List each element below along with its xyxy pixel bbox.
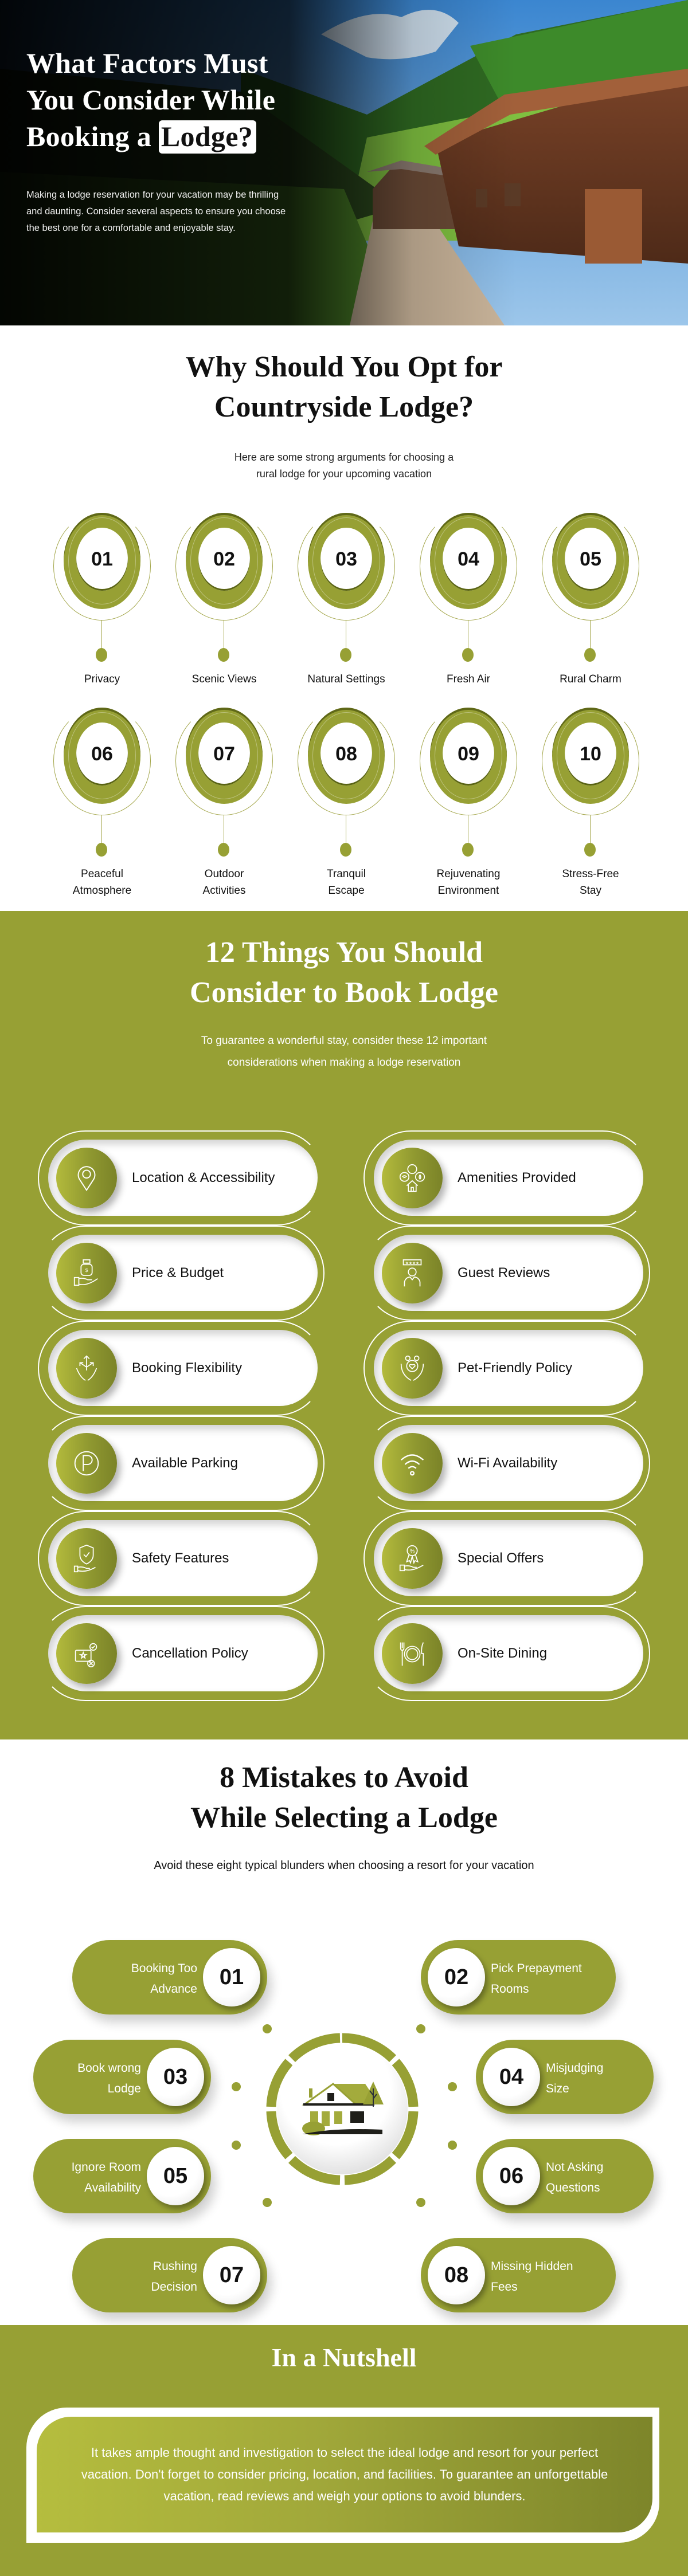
label-line: Activities: [202, 885, 246, 897]
nutshell-title: In a Nutshell: [271, 2343, 417, 2372]
why-item-label: Rural Charm: [560, 673, 621, 685]
mistake-text: [88, 2256, 197, 2298]
pill-card: [374, 1520, 643, 1596]
why-item-rejuvenating-environment: [411, 706, 526, 901]
mistake-item-06: [476, 2139, 654, 2213]
mistake-item-08: [421, 2238, 616, 2312]
pill-label: Wi-Fi Availability: [458, 1455, 558, 1471]
number-badge: 10: [565, 722, 616, 786]
mistake-text-line: Missing Hidden: [491, 2260, 573, 2273]
why-row-1: [0, 512, 688, 706]
pill-card: [48, 1330, 318, 1406]
hero-title-line: What Factors Must: [26, 47, 268, 79]
pill-card: [48, 1520, 318, 1596]
amenities-icon: [382, 1148, 443, 1208]
guest-review-icon: [382, 1243, 443, 1303]
twelve-things-section: [0, 911, 688, 1739]
mistake-text-line: Rushing: [153, 2260, 197, 2273]
pill-label: Location & Accessibility: [132, 1169, 275, 1185]
connector-dot: [340, 648, 351, 662]
why-countryside-section: [0, 325, 688, 911]
nutshell-frame: [26, 2408, 659, 2543]
connector-dot: [462, 648, 474, 662]
number-badge: 01: [76, 528, 128, 591]
mistake-number: 06: [483, 2147, 540, 2205]
number-badge: 06: [76, 722, 128, 786]
mistake-number: 07: [203, 2246, 260, 2304]
things-subtitle-line: To guarantee a wonderful stay, consider these 12 important: [201, 1035, 487, 1047]
hero-description: Making a lodge reservation for your vacation may be thrilling and daunting. Consider several aspects to ensure you choose the best one for a comfortable and enjoyable stay.: [26, 190, 286, 233]
nutshell-box: [37, 2417, 652, 2532]
shield-hand-icon: [56, 1528, 117, 1589]
pill-label: Price & Budget: [132, 1265, 224, 1281]
hero-content: [26, 45, 347, 237]
why-title: [0, 325, 688, 427]
why-item-label: [167, 866, 282, 899]
connector-dot: [462, 843, 474, 857]
things-title-line: 12 Things You Should: [205, 936, 483, 969]
mistake-text-line: Book wrong: [77, 2061, 141, 2075]
label-line: Outdoor: [204, 868, 244, 880]
mistakes-title-line: 8 Mistakes to Avoid: [220, 1761, 468, 1794]
consideration-wifi: [363, 1416, 663, 1511]
why-item-rural-charm: [533, 512, 648, 706]
pill-card: [374, 1425, 643, 1501]
pill-label: Pet-Friendly Policy: [458, 1360, 573, 1376]
hero-title-line: You Consider While: [26, 84, 276, 116]
pill-label: Guest Reviews: [458, 1265, 550, 1281]
mistake-text-line: Fees: [491, 2280, 518, 2294]
label-line: Stay: [579, 885, 602, 897]
why-item-label: [533, 866, 648, 899]
mistake-text-line: Size: [546, 2082, 569, 2095]
why-item-peaceful-atmosphere: [45, 706, 159, 901]
label-line: Atmosphere: [72, 885, 132, 897]
mistake-text-line: Advance: [150, 1982, 197, 1996]
number-badge: 07: [198, 722, 250, 786]
why-item-label: Fresh Air: [446, 673, 491, 685]
mistake-text-line: Decision: [151, 2280, 197, 2294]
decorative-dot: [416, 2198, 425, 2207]
consideration-cancellation: [38, 1606, 337, 1701]
flexible-arrows-hands-icon: [56, 1338, 117, 1399]
mistake-item-04: [476, 2040, 654, 2114]
number-badge: 02: [198, 528, 250, 591]
pill-card: [374, 1235, 643, 1311]
why-row-2: [0, 706, 688, 901]
svg-text:★★★★: ★★★★: [405, 1261, 420, 1266]
mistake-text: [88, 1958, 197, 2000]
mistake-text: [32, 2058, 141, 2099]
label-line: Peaceful: [81, 868, 123, 880]
label-line: Stress-Free: [562, 868, 619, 880]
mistake-number: 04: [483, 2048, 540, 2106]
mistake-text-line: Misjudging: [546, 2061, 604, 2075]
why-title-line: Why Should You Opt for: [185, 351, 503, 383]
why-item-tranquil-escape: [289, 706, 404, 901]
why-item-label: Natural Settings: [307, 673, 385, 685]
connector-line: [101, 815, 102, 845]
label-line: Tranquil: [327, 868, 366, 880]
why-item-label: [289, 866, 404, 899]
svg-text:$: $: [85, 1267, 88, 1273]
mistake-text-line: Lodge: [107, 2082, 141, 2095]
connector-dot: [218, 648, 229, 662]
connector-line: [590, 815, 591, 845]
pet-hands-icon: [382, 1338, 443, 1399]
consideration-booking-flexibility: [38, 1321, 337, 1416]
pill-card: [48, 1235, 318, 1311]
consideration-location: [38, 1130, 337, 1226]
decorative-dot: [448, 2082, 457, 2091]
why-item-privacy: [45, 512, 159, 706]
mistake-text-line: Rooms: [491, 1982, 529, 1996]
pill-card: [374, 1615, 643, 1691]
why-item-stress-free-stay: [533, 706, 648, 901]
wifi-icon: [382, 1433, 443, 1494]
mistake-item-03: [33, 2040, 211, 2114]
connector-dot: [96, 648, 107, 662]
mistake-number: 05: [147, 2147, 204, 2205]
consideration-dining: [363, 1606, 663, 1701]
nutshell-section: [0, 2325, 688, 2576]
pill-label: Available Parking: [132, 1455, 239, 1471]
mistake-text-line: Availability: [84, 2181, 141, 2194]
mistake-number: 01: [203, 1948, 260, 2006]
consideration-parking: [38, 1416, 337, 1511]
pill-label: Amenities Provided: [458, 1169, 576, 1185]
hero-title: [26, 45, 347, 155]
number-badge: 09: [443, 722, 494, 786]
mistake-item-02: [421, 1940, 616, 2015]
consideration-amenities: [363, 1130, 663, 1226]
number-badge: 03: [320, 528, 372, 591]
pill-label: Special Offers: [458, 1550, 544, 1566]
why-title-line: Countryside Lodge?: [214, 391, 474, 423]
mistake-text-line: Questions: [546, 2181, 600, 2194]
mistakes-title: [0, 1739, 688, 1838]
nutshell-text: It takes ample thought and investigation to select the ideal lodge and resort for your perfect vacation. Don't forget to consider pricing, location, and facilities. To guarantee an unforgettable vacation, read reviews and weigh your options to avoid blunders.: [81, 2445, 608, 2503]
decorative-dot: [263, 2198, 272, 2207]
mistake-number: 03: [147, 2048, 204, 2106]
things-title-line: Consider to Book Lodge: [190, 976, 498, 1009]
decorative-dot: [232, 2141, 241, 2150]
mistake-text: [32, 2157, 141, 2198]
number-badge: 08: [320, 722, 372, 786]
lodge-house-illustration: [264, 2031, 420, 2187]
mistakes-subtitle: Avoid these eight typical blunders when choosing a resort for your vacation: [154, 1859, 534, 1872]
number-badge: 04: [443, 528, 494, 591]
mistake-text: [491, 1958, 600, 2000]
why-subtitle-line: rural lodge for your upcoming vacation: [256, 468, 432, 480]
connector-line: [101, 621, 102, 650]
plate-cutlery-icon: [382, 1623, 443, 1684]
label-line: Rejuvenating: [436, 868, 501, 880]
consideration-safety: [38, 1511, 337, 1606]
consideration-reviews: [363, 1226, 663, 1321]
why-item-natural-settings: [289, 512, 404, 706]
hero-title-highlight: Lodge?: [159, 120, 256, 154]
hero-section: [0, 0, 688, 325]
pill-label: On-Site Dining: [458, 1645, 548, 1661]
why-item-label: [411, 866, 526, 899]
mistake-text: [546, 2058, 655, 2099]
pill-card: [48, 1615, 318, 1691]
label-line: Escape: [328, 885, 365, 897]
mistakes-title-line: While Selecting a Lodge: [190, 1801, 498, 1834]
pill-card: [48, 1140, 318, 1216]
why-item-fresh-air: [411, 512, 526, 706]
consideration-price: [38, 1226, 337, 1321]
why-item-scenic-views: [167, 512, 282, 706]
connector-dot: [584, 648, 596, 662]
parking-icon: [56, 1433, 117, 1494]
pill-label: Cancellation Policy: [132, 1645, 248, 1661]
discount-badge-hand-icon: [382, 1528, 443, 1589]
number-badge: 05: [565, 528, 616, 591]
things-subtitle: [0, 1030, 688, 1074]
pill-card: [374, 1140, 643, 1216]
why-subtitle-line: Here are some strong arguments for choosing a: [234, 451, 454, 463]
mistake-item-07: [72, 2238, 267, 2312]
money-bag-hand-icon: [56, 1243, 117, 1303]
why-item-label: Privacy: [84, 673, 120, 685]
mistake-text: [491, 2256, 600, 2298]
mistakes-section: [0, 1739, 688, 2325]
consideration-special-offers: [363, 1511, 663, 1606]
mistake-item-05: [33, 2139, 211, 2213]
why-item-outdoor-activities: [167, 706, 282, 901]
map-pin-icon: [56, 1148, 117, 1208]
pill-card: [48, 1425, 318, 1501]
connector-dot: [218, 843, 229, 857]
pill-label: Safety Features: [132, 1550, 229, 1566]
ticket-cancel-icon: [56, 1623, 117, 1684]
why-subtitle: [0, 449, 688, 482]
mistake-text: [546, 2157, 655, 2198]
connector-dot: [340, 843, 351, 857]
why-item-label: Scenic Views: [191, 673, 257, 685]
decorative-dot: [232, 2082, 241, 2091]
mistake-text-line: Ignore Room: [71, 2161, 141, 2174]
decorative-dot: [448, 2141, 457, 2150]
consideration-pet-friendly: [363, 1321, 663, 1416]
pill-card: [374, 1330, 643, 1406]
mistake-number: 02: [428, 1948, 485, 2006]
mistake-text-line: Not Asking: [546, 2161, 604, 2174]
label-line: Environment: [437, 885, 499, 897]
connector-dot: [96, 843, 107, 857]
svg-text:%: %: [409, 1548, 415, 1554]
connector-dot: [584, 843, 596, 857]
why-item-label: [45, 866, 159, 899]
mistake-text-line: Booking Too: [131, 1962, 197, 1975]
mistake-number: 08: [428, 2246, 485, 2304]
mistake-item-01: [72, 1940, 267, 2015]
hero-title-line: Booking a: [26, 120, 152, 152]
connector-line: [590, 621, 591, 650]
things-subtitle-line: considerations when making a lodge reservation: [227, 1057, 461, 1069]
things-title: [0, 911, 688, 1013]
mistake-text-line: Pick Prepayment: [491, 1962, 582, 1975]
pill-label: Booking Flexibility: [132, 1360, 243, 1376]
